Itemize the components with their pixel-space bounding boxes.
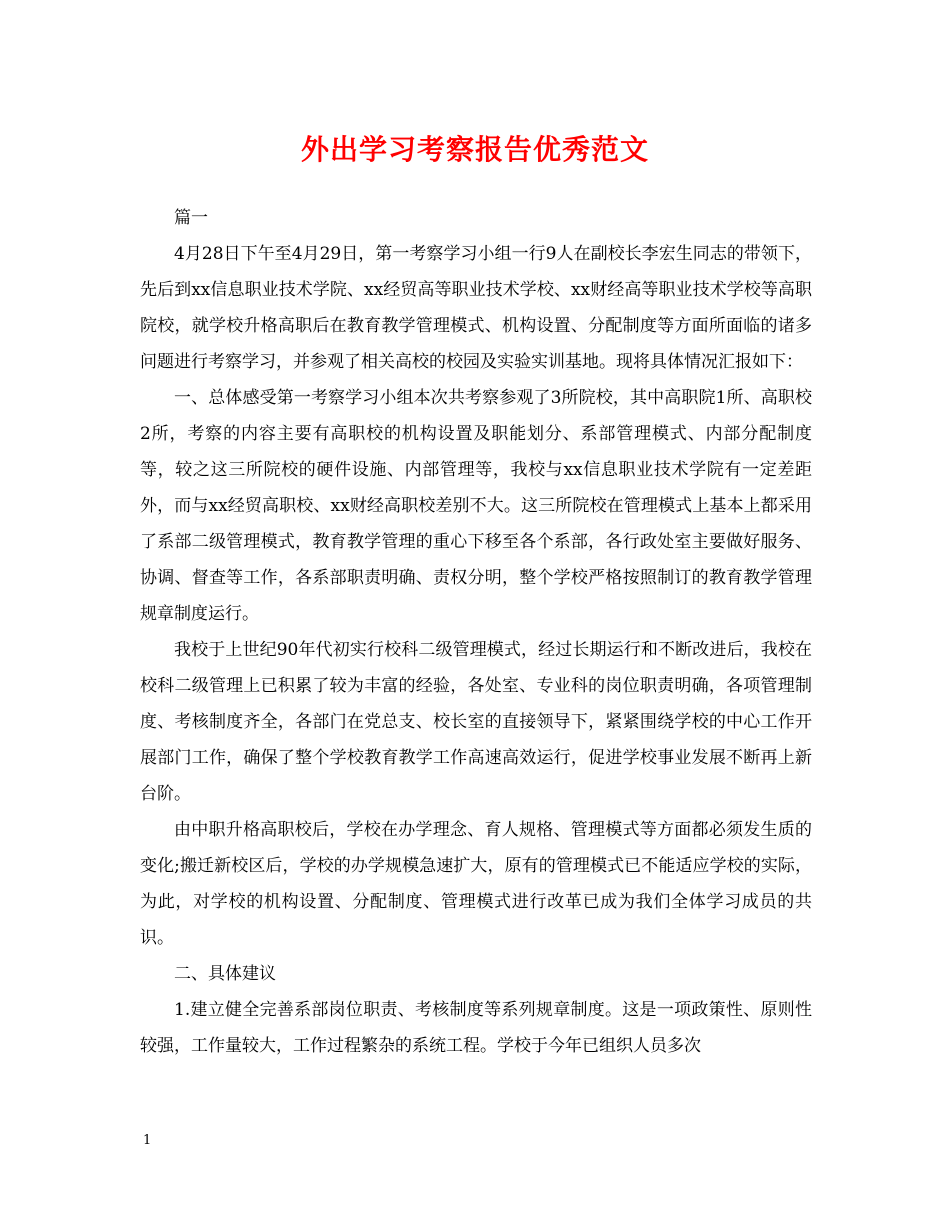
- document-title: 外出学习考察报告优秀范文: [300, 133, 649, 166]
- paragraph-overall-impression: 一、总体感受第一考察学习小组本次共考察参观了3所院校，其中高职院1所、高职校2所，考察的内容主要有高职校的机构设置及职能划分、系部管理模式、内部分配制度等，较之这三所院校的硬件设施、内部管理等，我校与xx信息职业技术学院有一定差距外，而与xx经贸高职校、xx财经高职校差别不大。这三所院校在管理模式上基本上都采用了系部二级管理模式，教育教学管理的重心下移至各个系部，各行政处室主要做好服务、协调、督查等工作，各系部职责明确、责权分明，整个学校严格按照制订的教育教学管理规章制度运行。: [140, 388, 812, 624]
- page-number: 1: [143, 1133, 152, 1148]
- paragraph-school-history: 我校于上世纪90年代初实行校科二级管理模式，经过长期运行和不断改进后，我校在校科二级管理上已积累了较为丰富的经验，各处室、专业科的岗位职责明确，各项管理制度、考核制度齐全，各部门在党总支、校长室的直接领导下，紧紧围绕学校的中心工作开展部门工作，确保了整个学校教育教学工作高速高效运行，促进学校事业发展不断再上新台阶。: [140, 640, 812, 804]
- paragraph-intro: 4月28日下午至4月29日，第一考察学习小组一行9人在副校长李宏生同志的带领下，先后到xx信息职业技术学院、xx经贸高等职业技术学校、xx财经高等职业技术学校等高职院校，就学校升格高职后在教育教学管理模式、机构设置、分配制度等方面所面临的诸多问题进行考察学习，并参观了相关高校的校园及实验实训基地。现将具体情况汇报如下：: [140, 244, 812, 372]
- paragraph-reform-consensus: 由中职升格高职校后，学校在办学理念、育人规格、管理模式等方面都必须发生质的变化;搬迁新校区后，学校的办学规模急速扩大，原有的管理模式已不能适应学校的实际，为此，对学校的机构设置、分配制度、管理模式进行改革已成为我们全体学习成员的共识。: [140, 820, 812, 948]
- paragraph-suggestions-heading: 二、具体建议: [174, 964, 276, 984]
- paragraph-suggestion-1: 1.建立健全完善系部岗位职责、考核制度等系列规章制度。这是一项政策性、原则性较强，工作量较大，工作过程繁杂的系统工程。学校于今年已组织人员多次: [140, 1000, 812, 1056]
- paragraph-section-label: 篇一: [174, 208, 208, 228]
- document-body: [140, 200, 812, 1064]
